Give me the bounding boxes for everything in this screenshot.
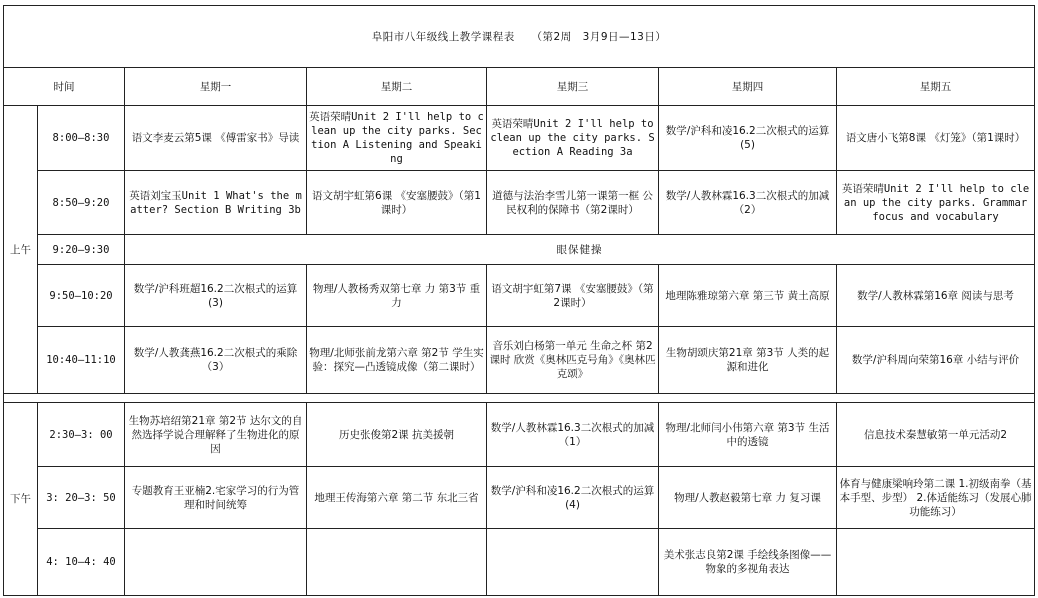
- time-slot: 3: 20—3: 50: [38, 467, 125, 529]
- class-cell: 英语荣晴Unit 2 I'll help to clean up the city parks. Section A Listening and Speaking: [307, 106, 487, 171]
- time-slot: 10:40—11:10: [38, 327, 125, 394]
- class-cell: 专题教育王亚楠2.宅家学习的行为管理和时间统筹: [125, 467, 307, 529]
- class-cell: 地理陈雅琼第六章 第三节 黄土高原: [659, 265, 837, 327]
- table-row: [4, 265, 1035, 327]
- class-cell: [125, 529, 307, 596]
- class-cell: 语文李麦云第5课 《傅雷家书》导读: [125, 106, 307, 171]
- class-cell: 语文胡宇虹第7课 《安塞腰鼓》（第2课时）: [487, 265, 659, 327]
- class-cell: 道德与法治李雪儿第一课第一框 公民权利的保障书（第2课时）: [487, 171, 659, 235]
- time-slot: 2:30—3: 00: [38, 403, 125, 467]
- table-row: [4, 403, 1035, 467]
- table-row: [4, 235, 1035, 265]
- class-cell: 数学/沪科周向荣第16章 小结与评价: [837, 327, 1035, 394]
- class-cell: 英语刘宝玉Unit 1 What's the matter? Section B Writing 3b: [125, 171, 307, 235]
- time-slot: 9:50—10:20: [38, 265, 125, 327]
- class-cell: 数学/人教龚燕16.2二次根式的乘除（3）: [125, 327, 307, 394]
- class-cell: [487, 529, 659, 596]
- class-cell: 生物苏培绍第21章 第2节 达尔文的自然选择学说合理解释了生物进化的原因: [125, 403, 307, 467]
- eye-exercise-cell: 眼保健操: [125, 235, 1035, 265]
- time-slot: 8:00—8:30: [38, 106, 125, 171]
- table-row: [4, 529, 1035, 596]
- section-afternoon: 下午: [4, 403, 38, 596]
- table-row: [4, 171, 1035, 235]
- header-thursday: 星期四: [659, 68, 837, 106]
- class-cell: 数学/人教林霖16.3二次根式的加减（1）: [487, 403, 659, 467]
- class-cell: 生物胡颂庆第21章 第3节 人类的起源和进化: [659, 327, 837, 394]
- class-cell: [837, 529, 1035, 596]
- table-row: [4, 467, 1035, 529]
- class-cell: 英语荣晴Unit 2 I'll help to clean up the city parks. Section A Reading 3a: [487, 106, 659, 171]
- section-morning: 上午: [4, 106, 38, 394]
- table-row: [4, 327, 1035, 394]
- class-cell: 物理/北师张前龙第六章 第2节 学生实验：探究—凸透镜成像（第二课时）: [307, 327, 487, 394]
- section-divider: [4, 394, 1035, 403]
- page-title: 阜阳市八年级线上教学课程表 （第2周 3月9日—13日）: [4, 6, 1035, 68]
- class-cell: [307, 529, 487, 596]
- class-cell: 物理/人教赵毅第七章 力 复习课: [659, 467, 837, 529]
- class-cell: 物理/人教杨秀双第七章 力 第3节 重力: [307, 265, 487, 327]
- class-cell: 音乐刘白杨第一单元 生命之杯 第2课时 欣赏《奥林匹克号角》《奥林匹克颂》: [487, 327, 659, 394]
- time-slot: 4: 10—4: 40: [38, 529, 125, 596]
- header-tuesday: 星期二: [307, 68, 487, 106]
- class-cell: 数学/沪科班超16.2二次根式的运算(3): [125, 265, 307, 327]
- class-cell: 体育与健康梁响玲第二课 1.初级南拳（基本手型、步型） 2.体适能练习（发展心肺功能练习）: [837, 467, 1035, 529]
- divider-cell: [4, 394, 1035, 403]
- header-wednesday: 星期三: [487, 68, 659, 106]
- header-friday: 星期五: [837, 68, 1035, 106]
- header-monday: 星期一: [125, 68, 307, 106]
- class-cell: 历史张俊第2课 抗美援朝: [307, 403, 487, 467]
- class-cell: 信息技术秦慧敏第一单元活动2: [837, 403, 1035, 467]
- schedule-table: [3, 5, 1035, 596]
- table-row: [4, 106, 1035, 171]
- class-cell: 地理王传海第六章 第二节 东北三省: [307, 467, 487, 529]
- class-cell: 数学/人教林霖16.3二次根式的加减（2）: [659, 171, 837, 235]
- class-cell: 语文唐小飞第8课 《灯笼》（第1课时）: [837, 106, 1035, 171]
- time-slot: 9:20—9:30: [38, 235, 125, 265]
- class-cell: 数学/人教林霖第16章 阅读与思考: [837, 265, 1035, 327]
- class-cell: 数学/沪科和凌16.2二次根式的运算(5): [659, 106, 837, 171]
- header-row: [4, 68, 1035, 106]
- class-cell: 物理/北师闫小伟第六章 第3节 生活中的透镜: [659, 403, 837, 467]
- class-cell: 数学/沪科和凌16.2二次根式的运算(4): [487, 467, 659, 529]
- class-cell: 英语荣晴Unit 2 I'll help to clean up the city parks. Grammar focus and vocabulary: [837, 171, 1035, 235]
- time-slot: 8:50—9:20: [38, 171, 125, 235]
- class-cell: 美术张志良第2课 手绘线条图像——物象的多视角表达: [659, 529, 837, 596]
- header-time: 时间: [4, 68, 125, 106]
- class-cell: 语文胡宇虹第6课 《安塞腰鼓》（第1课时）: [307, 171, 487, 235]
